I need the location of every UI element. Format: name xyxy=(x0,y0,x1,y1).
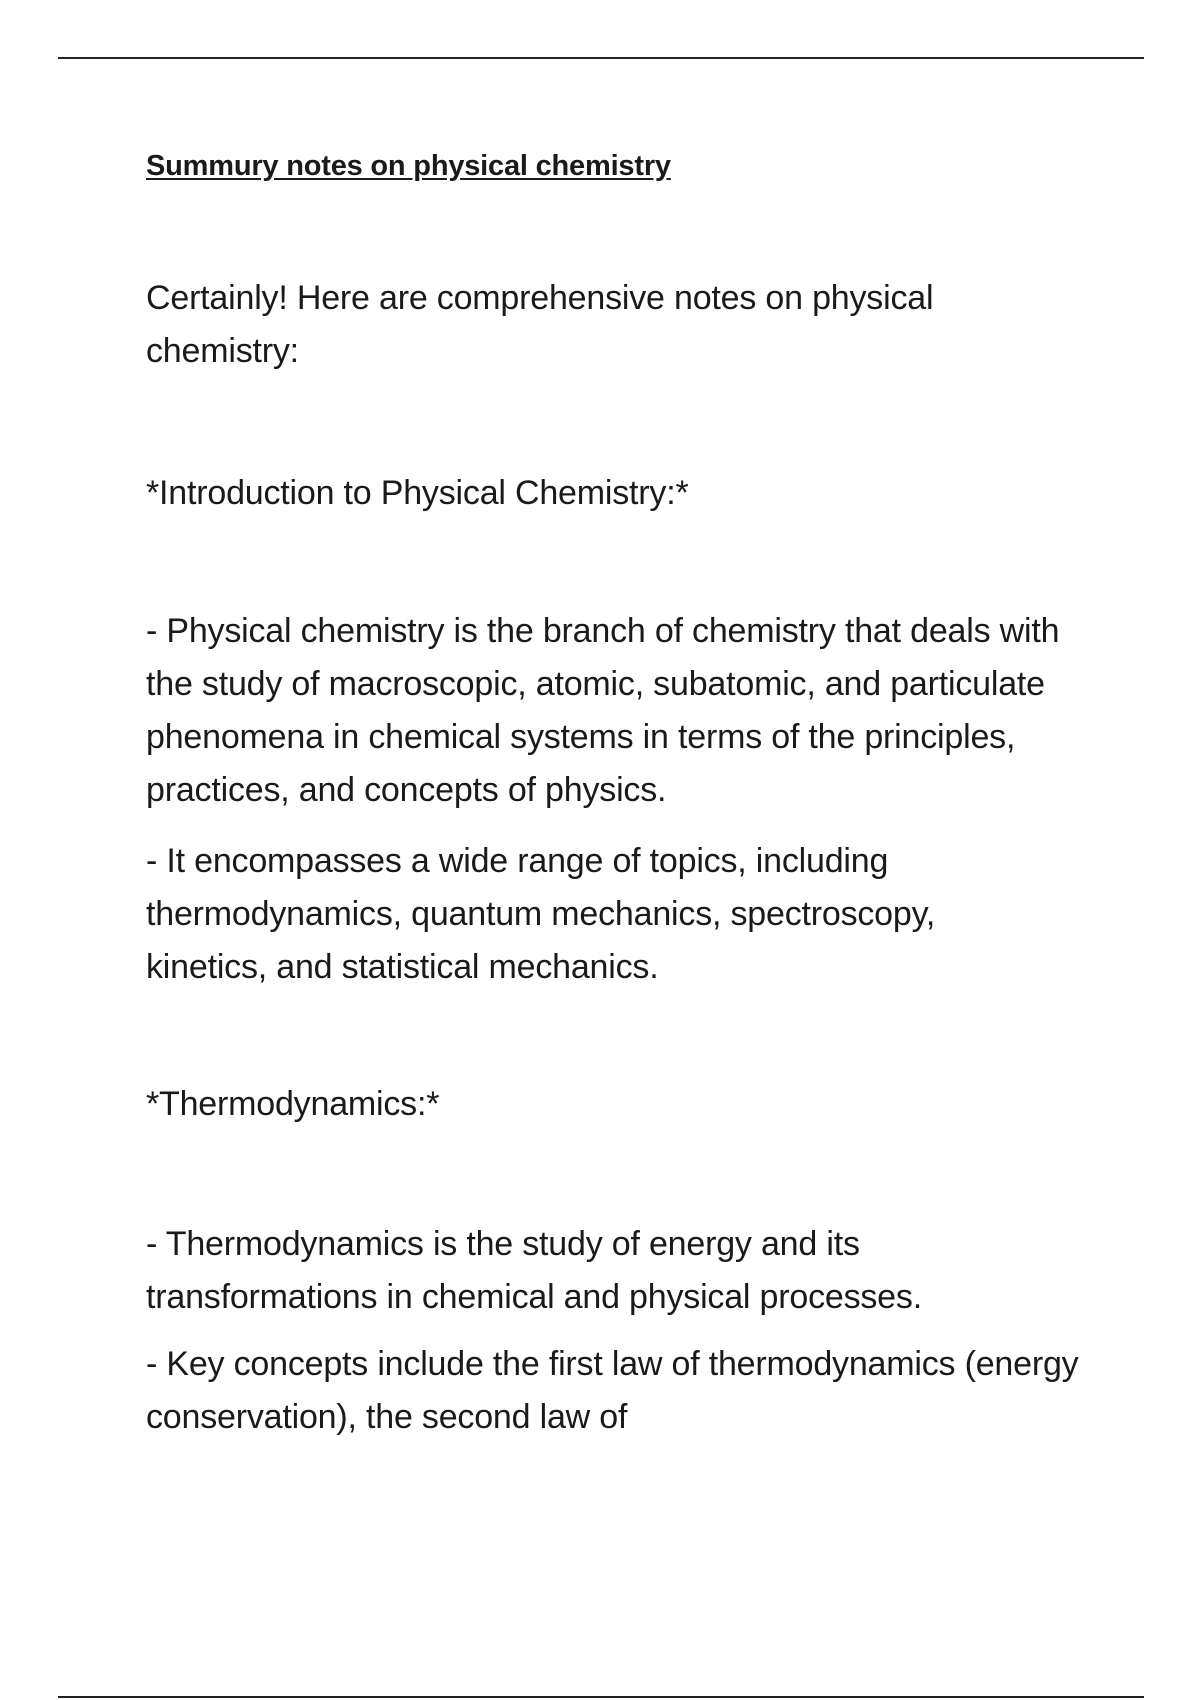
bullet-paragraph: - Thermodynamics is the study of energy and its transformations in chemical and physical processes. xyxy=(146,1225,922,1316)
footer-rule xyxy=(58,1696,1144,1698)
bullet-paragraph: - It encompasses a wide range of topics, including thermodynamics, quantum mechanics, spectroscopy, kinetics, and statistical mechanics. xyxy=(146,842,936,986)
header-rule xyxy=(58,57,1144,59)
section-heading-thermodynamics: *Thermodynamics:* xyxy=(146,1085,440,1123)
bullet-paragraph: - Physical chemistry is the branch of chemistry that deals with the study of macroscopic, atomic, subatomic, and particulate phenomena in chemical systems in terms of the principles, practices, and concepts of physics. xyxy=(146,612,1060,809)
intro-paragraph: Certainly! Here are comprehensive notes on physical chemistry: xyxy=(146,279,934,370)
section-heading-introduction: *Introduction to Physical Chemistry:* xyxy=(146,474,689,512)
bullet-paragraph: - Key concepts include the first law of thermodynamics (energy conservation), the second law of xyxy=(146,1345,1079,1436)
document-title: Summury notes on physical chemistry xyxy=(146,150,671,182)
